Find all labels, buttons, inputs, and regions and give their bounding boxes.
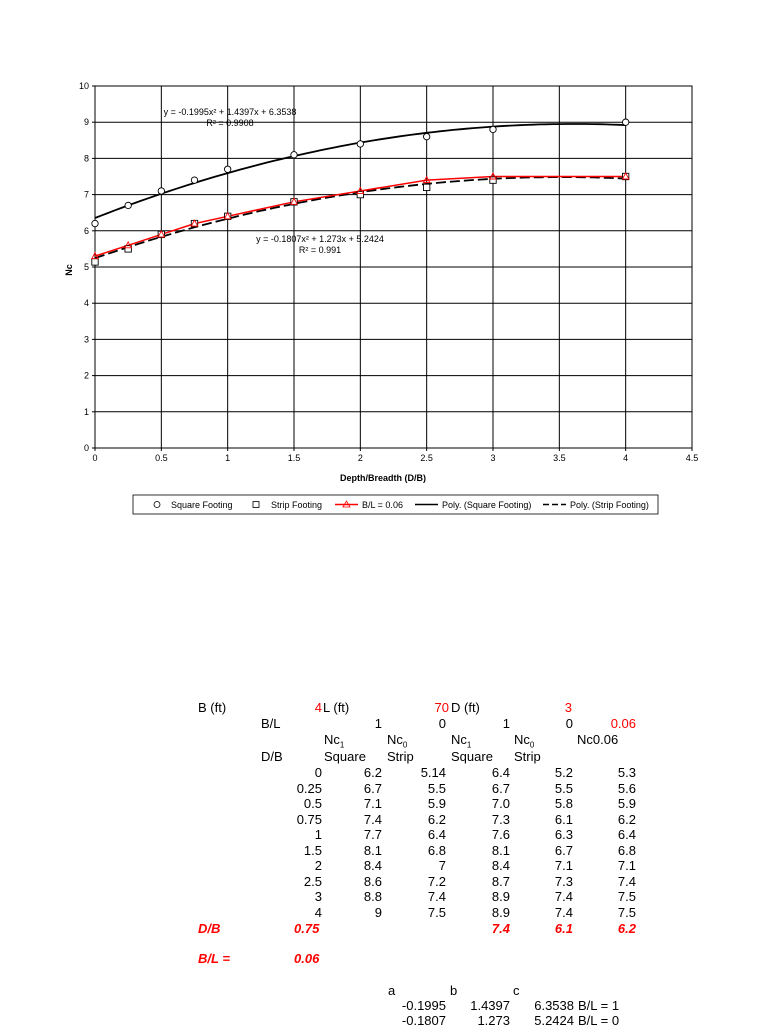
table-cell: 6.4 xyxy=(427,827,446,842)
table-cell: 6.7 xyxy=(363,780,382,796)
table-cell: 7.7 xyxy=(363,827,382,842)
coef-header-b: b xyxy=(450,983,458,998)
y-tick-label: 8 xyxy=(83,153,89,164)
y-tick-label: 0 xyxy=(83,443,89,453)
legend-square-footing: Square Footing xyxy=(171,500,233,510)
l-value: 70 xyxy=(434,700,449,715)
legend-poly-strip: Poly. (Strip Footing) xyxy=(570,500,649,510)
d-value: 3 xyxy=(564,700,572,715)
table-cell: 7.3 xyxy=(491,811,510,827)
db-cell: 2 xyxy=(314,858,322,873)
x-tick-label: 3 xyxy=(490,453,496,463)
d-label: D (ft) xyxy=(451,700,480,715)
table-cell: 5.9 xyxy=(427,796,446,811)
db-cell: 3 xyxy=(314,889,322,904)
table-cell: 7.6 xyxy=(491,827,510,842)
table-cell: 6.4 xyxy=(491,765,510,780)
result-nc006: 6.2 xyxy=(617,921,636,936)
table-cell: 7.4 xyxy=(363,811,382,827)
coef-c-2: 5.2424 xyxy=(534,1013,574,1028)
strip-header-2: Strip xyxy=(514,749,541,764)
square-equation: y = -0.1995x² + 1.4397x + 6.3538 xyxy=(163,107,297,117)
table-cell: 7.3 xyxy=(554,873,573,889)
table-cell: 7.1 xyxy=(554,858,573,873)
table-cell: 5.8 xyxy=(554,796,573,811)
table-cell: 7.1 xyxy=(363,796,382,811)
db-cell: 1.5 xyxy=(303,842,322,858)
table-cell: 5.6 xyxy=(617,780,636,796)
table-cell: 7.4 xyxy=(617,873,636,889)
strip-r2: R² = 0.991 xyxy=(298,245,342,255)
x-tick-label: 3.5 xyxy=(553,453,566,463)
y-tick-label: 7 xyxy=(83,189,89,200)
table-cell: 6.8 xyxy=(617,842,636,858)
table-cell: 7.5 xyxy=(617,904,636,920)
x-tick-label: 1.5 xyxy=(287,453,301,463)
x-tick-label: 1 xyxy=(225,453,231,463)
table-cell: 9 xyxy=(374,904,382,920)
x-tick-label: 4.5 xyxy=(685,453,699,463)
square-header-2: Square xyxy=(451,749,493,764)
db-cell: 0.75 xyxy=(296,811,322,827)
table-cell: 8.8 xyxy=(363,889,382,904)
coef-a-1: -0.1995 xyxy=(401,998,446,1013)
bl-value-4: 0 xyxy=(565,716,573,731)
coef-b-2: 1.273 xyxy=(477,1013,510,1028)
table-cell: 8.6 xyxy=(363,873,382,889)
y-tick-label: 1 xyxy=(83,406,89,417)
table-cell: 7.4 xyxy=(554,904,573,920)
bl-label: B/L xyxy=(261,716,281,731)
y-tick-label: 9 xyxy=(83,117,89,128)
bl-result-label: B/L = xyxy=(198,951,230,966)
legend-bl006: B/L = 0.06 xyxy=(362,500,403,510)
legend-strip-footing: Strip Footing xyxy=(271,500,323,510)
nc-header-4: $Nc_0$ xyxy=(514,732,535,750)
table-cell: 5.5 xyxy=(554,780,573,796)
table-cell: 6.2 xyxy=(363,765,382,780)
b-label: B (ft) xyxy=(198,700,227,715)
y-tick-label: 4 xyxy=(83,298,89,309)
table-cell: 5.2 xyxy=(554,765,573,780)
table-cell: 5.9 xyxy=(617,796,636,811)
coef-a-2: -0.1807 xyxy=(401,1013,446,1028)
bl-value-1: 1 xyxy=(374,716,382,731)
table-cell: 8.9 xyxy=(491,904,510,920)
table-cell: 8.4 xyxy=(491,858,510,873)
square-header-1: Square xyxy=(324,749,366,764)
strip-equation: y = -0.1807x² + 1.273x + 5.2424 xyxy=(256,234,384,244)
db-cell: 0.25 xyxy=(296,780,322,796)
table-cell: 5.14 xyxy=(420,765,446,780)
table-cell: 5.3 xyxy=(617,765,636,780)
db-cell: 0.5 xyxy=(303,796,322,811)
db-label: D/B xyxy=(261,749,283,764)
nc006-header: Nc0.06 xyxy=(577,732,619,747)
bl-value-2: 0 xyxy=(438,716,446,731)
y-tick-label: 5 xyxy=(83,262,89,272)
db-cell: 1 xyxy=(314,827,322,842)
bl-result-value: 0.06 xyxy=(294,951,320,966)
bl-value-5: 0.06 xyxy=(610,716,636,731)
x-tick-label: 0.5 xyxy=(155,453,168,463)
x-axis-label: Depth/Breadth (D/B) xyxy=(340,473,426,483)
table-cell: 8.1 xyxy=(363,842,382,858)
table-cell: 5.5 xyxy=(427,780,446,796)
table-cell: 7.1 xyxy=(617,858,636,873)
table-cell: 8.1 xyxy=(491,842,510,858)
result-strip: 6.1 xyxy=(554,921,573,936)
y-tick-label: 2 xyxy=(83,370,89,381)
table-cell: 6.7 xyxy=(491,780,510,796)
table-cell: 7.0 xyxy=(491,796,510,811)
result-db-value: 0.75 xyxy=(294,921,320,936)
result-square: 7.4 xyxy=(491,921,510,936)
table-cell: 6.1 xyxy=(554,811,573,827)
y-tick-label: 10 xyxy=(78,81,89,91)
db-cell: 2.5 xyxy=(303,873,322,889)
x-tick-label: 2 xyxy=(357,453,363,463)
l-label: L (ft) xyxy=(323,700,350,715)
coef-header-c: c xyxy=(513,983,520,998)
coef-header-a: a xyxy=(388,983,396,998)
db-cell: 0 xyxy=(314,765,322,780)
coef-b-1: 1.4397 xyxy=(470,998,510,1013)
table-cell: 7.2 xyxy=(427,873,446,889)
x-tick-label: 2.5 xyxy=(420,453,433,463)
nc-header-2: $Nc_0$ xyxy=(387,732,408,750)
table-cell: 8.9 xyxy=(491,889,510,904)
table-cell: 8.4 xyxy=(363,858,382,873)
y-axis-label: Nc xyxy=(64,264,74,276)
bl-value-3: 1 xyxy=(502,716,510,731)
coef-c-1: 6.3538 xyxy=(534,998,574,1013)
nc-header-1: $Nc_1$ xyxy=(324,732,345,750)
coef-label-1: B/L = 1 xyxy=(578,998,620,1013)
table-cell: 7.4 xyxy=(427,889,446,904)
x-tick-label: 0 xyxy=(92,453,98,463)
coef-label-2: B/L = 0 xyxy=(578,1013,620,1028)
table-cell: 6.3 xyxy=(554,827,573,842)
table-cell: 6.4 xyxy=(617,827,636,842)
db-cell: 4 xyxy=(314,904,322,920)
x-tick-label: 4 xyxy=(623,453,629,463)
b-value: 4 xyxy=(314,700,322,715)
square-r2: R² = 0.9908 xyxy=(206,118,254,128)
y-tick-label: 3 xyxy=(83,334,89,345)
table-cell: 7.5 xyxy=(617,889,636,904)
table-cell: 7 xyxy=(438,858,446,873)
table-cell: 6.8 xyxy=(427,842,446,858)
table-cell: 8.7 xyxy=(491,873,510,889)
legend-poly-square: Poly. (Square Footing) xyxy=(442,500,532,510)
strip-header-1: Strip xyxy=(387,749,414,764)
table-cell: 6.2 xyxy=(617,811,636,827)
table-cell: 6.7 xyxy=(554,842,573,858)
table-cell: 7.4 xyxy=(554,889,573,904)
table-cell: 7.5 xyxy=(427,904,446,920)
result-db-label: D/B xyxy=(198,921,221,936)
y-tick-label: 6 xyxy=(83,225,89,236)
table-cell: 6.2 xyxy=(427,811,446,827)
nc-header-3: $Nc_1$ xyxy=(451,732,472,750)
